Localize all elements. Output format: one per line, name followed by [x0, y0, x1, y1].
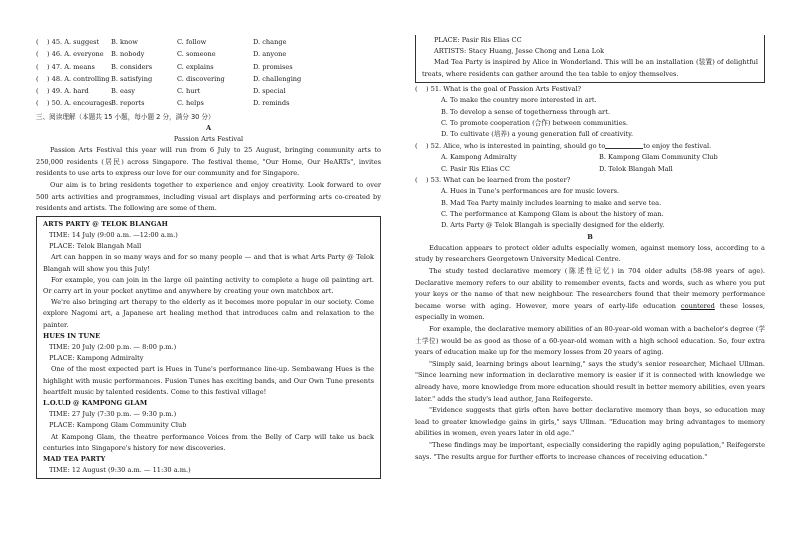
event-title: HUES IN TUNE	[43, 331, 101, 340]
option-c: C. explains	[177, 62, 214, 71]
event-title: L.O.U.D @ KAMPONG GLAM	[43, 399, 148, 407]
option-row-46	[36, 48, 381, 60]
event-text: For example, you can join in the large oil painting activity to complete a huge oil painting art. Or carry art in your pocket anytime and anywhere by creating your own matchbox art.	[43, 275, 374, 296]
passage-b-paragraph	[415, 266, 765, 324]
event-time: TIME: 12 August (9:30 a.m. — 11:30 a.m.)	[49, 466, 191, 475]
event-text: One of the most expected part is Hues in Tune's performance line-up. Sembawang Hues is the highlight with music performances. Fusion Tunes has exciting bands, and Our Own Tune presents heartfelt music by talented residents. Come to this festival village!	[43, 365, 374, 396]
event-time: TIME: 14 July (9:00 a.m. —12:00 a.m.)	[49, 231, 178, 240]
cloze-options	[36, 36, 381, 110]
question-option: C. The performance at Kampong Glam is about the history of man.	[441, 210, 664, 219]
event-text: Art can happen in so many ways and for so many people — and that is what Arts Party @ Telok Blangah will show you this July!	[43, 253, 374, 273]
answer-blank	[605, 141, 643, 149]
option-c: C. discovering	[177, 74, 225, 83]
question-option: A. Hues in Tune's performances are for music lovers.	[441, 187, 620, 196]
question-option: A. To make the country more interested in art.	[441, 96, 597, 105]
event-place: PLACE: Pasir Ris Elias CC	[434, 36, 522, 44]
section-title: 三、阅读理解（本题共 15 小题，每小题 2 分，满分 30 分）	[36, 112, 215, 121]
option-d: D. challenging	[253, 74, 302, 83]
underlined-word: countered	[680, 301, 715, 310]
event-text: Mad Tea Party is inspired by Alice in Wonderland. This will be an installation (装置) of delightful treats, where residents can gather around the tea table to enjoy themselves.	[422, 58, 758, 78]
question-stem	[415, 141, 765, 152]
passage-a-title: Passion Arts Festival	[173, 135, 244, 144]
passage-a-intro: Passion Arts Festival this year will run from 6 July to 25 August, bringing community arts to 250,000 residents (居民) across Singapore. The festival theme, "Our Home, Our HeARTs", invites residents to use arts to express our love for our community and for Singapore.	[36, 146, 381, 178]
question-option: C. Pasir Ris Elias CC	[441, 164, 510, 173]
question-stem: ( ) 53. What can be learned from the poster?	[415, 175, 571, 184]
option-b: B. easy	[111, 87, 135, 96]
event-place: PLACE: Kampong Glam Community Club	[49, 421, 187, 430]
question-stem: ( ) 51. What is the goal of Passion Arts Festival?	[415, 84, 582, 93]
passage-b-paragraph: Education appears to protect older adults especially women, against memory loss, according to a study by researchers Georgetown University Medical Centre.	[415, 243, 765, 264]
passage-a-intro2: Our aim is to bring residents together to experience and enjoy creativity. Look forward to over 500 arts activities and programmes, including visual art displays and performing arts co-created by residents and artists. The following are some of them.	[36, 181, 381, 213]
question-option: D. Arts Party @ Telok Blangah is specially designed for the elderly.	[441, 221, 665, 230]
question-option: D. To cultivate (培养) a young generation full of creativity.	[441, 130, 634, 139]
question-stem-pre: ( ) 52. Alice, who is interested in painting, should go to	[415, 141, 606, 150]
event-place: PLACE: Telok Blangah Mall	[49, 242, 142, 251]
event-text: We're also bringing art therapy to the elderly as it becomes more popular in our society. Come explore Nagomi art, a Japanese art healing method that introduces calm and relaxation to the painter.	[43, 298, 374, 329]
question-option: A. Kampong Admiralty	[441, 153, 517, 162]
passage-b-paragraph: For example, the declarative memory abilities of an 80-year-old woman with a bachelor's degree (学士学位) would be as good as those of a 60-year-old woman with a high school education. So, four extra years of education make up for the memory losses from 20 years of aging.	[415, 325, 765, 357]
option-a: ( ) 46. A. everyone	[36, 50, 104, 59]
event-title: MAD TEA PARTY	[43, 454, 106, 463]
event-time: TIME: 27 July (7:30 p.m. — 9:30 p.m.)	[49, 410, 177, 419]
option-d: D. anyone	[253, 50, 287, 59]
option-b: B. nobody	[111, 50, 145, 59]
option-row-45	[36, 36, 381, 48]
event-text: At Kampong Glam, the theatre performance Voices from the Belly of Carp will take us back centuries into Singapore's history for new discoveries.	[43, 432, 374, 452]
question-52	[415, 141, 765, 175]
passage-b-paragraph: "Simply said, learning brings about learning," says the study's senior researcher, Michael Ullman. "Since learning new information in declarative memory is easier if it is connected with knowledge we already have, more knowledge from more education should result in better memory abilities, even years later." adds the study's lead author, Jana Reifegerste.	[415, 359, 765, 403]
option-row-50	[36, 97, 381, 109]
left-column	[36, 36, 381, 479]
question-option-row	[415, 164, 765, 175]
passage-b-letter: B	[587, 232, 593, 241]
option-row-48	[36, 73, 381, 85]
option-d: D. special	[253, 87, 286, 96]
question-option: B. Kampong Glam Community Club	[599, 153, 718, 162]
option-row-47	[36, 61, 381, 73]
passage-b-paragraph: "Evidence suggests that girls often have better declarative memory than boys, so education may lead to greater knowledge gains in girls," says Ullman. "Education may bring advantages to memory abilities in women, even years later in old age."	[415, 406, 765, 438]
option-row-49	[36, 85, 381, 97]
question-option: C. To promote cooperation (合作) between communities.	[441, 118, 628, 127]
right-column	[415, 36, 765, 463]
option-b: B. know	[111, 38, 138, 46]
question-option: D. Telok Blangah Mall	[599, 164, 673, 173]
option-d: D. promises	[253, 62, 293, 71]
question-option: B. To develop a sense of togetherness through art.	[441, 107, 610, 116]
option-b: B. considers	[111, 62, 153, 71]
option-c: C. hurt	[177, 87, 201, 96]
option-a: ( ) 48. A. controlling	[36, 74, 110, 83]
passage-b-text: The study tested declarative memory (陈述性记忆) in 704 older adults (58-98 years of age). Declarative memory refers to our ability to remember events, facts and words, such as where you put your keys or the name of that new neighbour. The researchers found that their memory performance became worse with aging. However, more years of early-life education	[415, 267, 765, 310]
event-artists: ARTISTS: Stacy Huang, Jesse Chong and Lena Lok	[434, 47, 605, 56]
option-a: ( ) 49. A. hard	[36, 87, 89, 96]
option-c: C. follow	[177, 38, 207, 46]
event-title: ARTS PARTY @ TELOK BLANGAH	[43, 219, 168, 228]
question-option-row	[415, 152, 765, 163]
event-time: TIME: 20 July (2:00 p.m. — 8:00 p.m.)	[49, 343, 177, 352]
question-option: B. Mad Tea Party mainly includes learning to make and serve tea.	[441, 198, 662, 207]
option-d: D. reminds	[253, 99, 290, 108]
festival-poster-continued	[415, 35, 765, 83]
option-a: ( ) 45. A. suggest	[36, 38, 100, 46]
question-51	[415, 84, 765, 141]
option-d: D. change	[253, 38, 287, 46]
option-c: C. someone	[177, 50, 216, 59]
festival-poster	[36, 216, 381, 480]
passage-a-letter: A	[205, 123, 212, 132]
option-b: B. satisfying	[111, 74, 153, 83]
option-a: ( ) 47. A. means	[36, 62, 95, 71]
option-a: ( ) 50. A. encourages	[36, 99, 112, 108]
event-place: PLACE: Kampong Admiralty	[49, 354, 144, 363]
question-stem-post: to enjoy the festival.	[643, 141, 712, 150]
option-c: C. helps	[177, 99, 204, 108]
passage-b-paragraph: "These findings may be important, especially considering the rapidly aging population," Reifegerste says. "The results argue for further efforts to increase chances of receiving education."	[415, 440, 765, 461]
question-53	[415, 175, 765, 232]
passage-b-text: these losses, especially in women.	[415, 301, 765, 322]
option-b: B. reports	[111, 99, 145, 108]
